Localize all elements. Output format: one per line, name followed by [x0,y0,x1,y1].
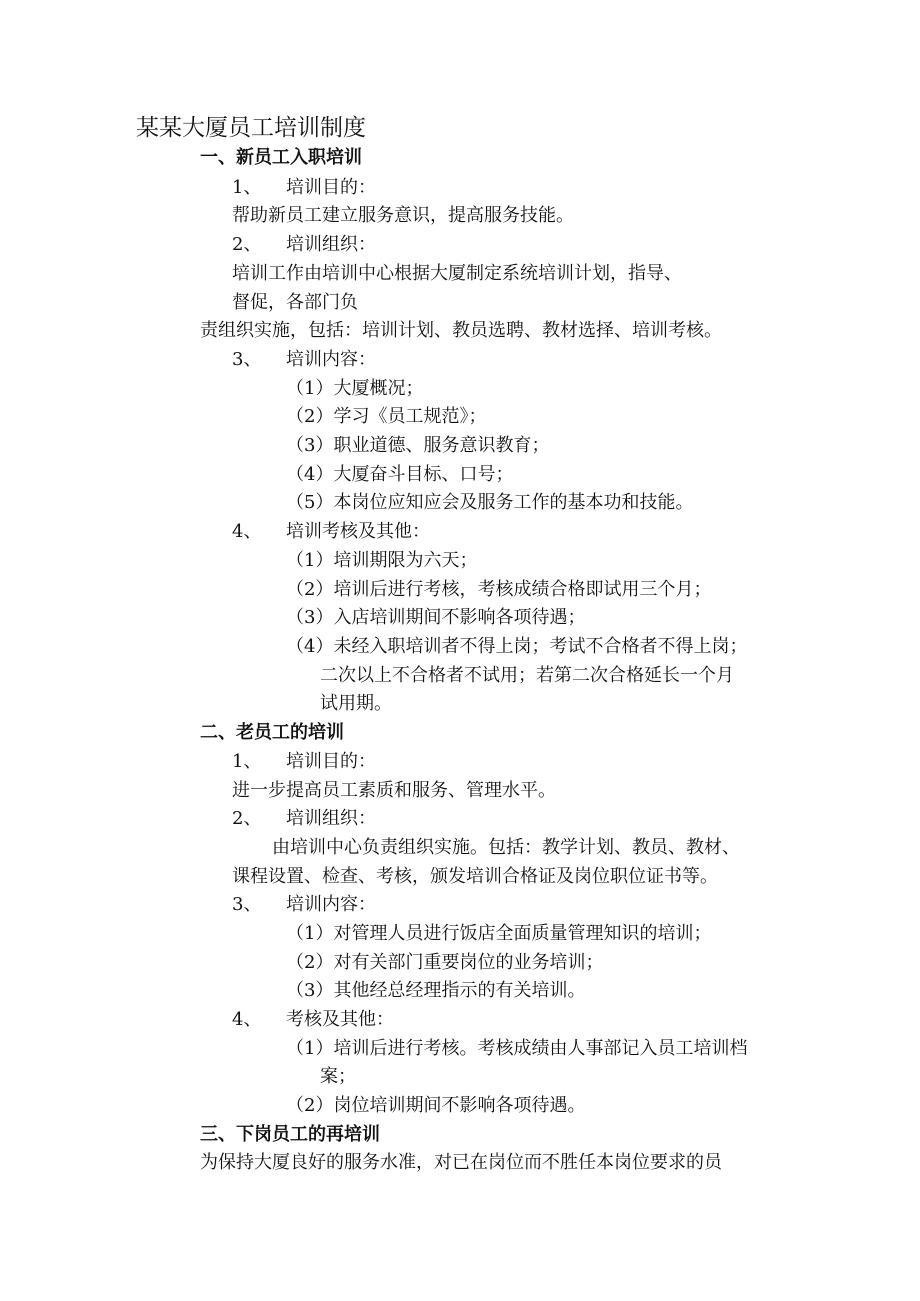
list-item: （1）对管理人员进行饭店全面质量管理知识的培训； [286,923,712,944]
section-body: 为保持大厦良好的服务水准，对已在岗位而不胜任本岗位要求的员 [200,1152,722,1173]
list-item: （5）本岗位应知应会及服务工作的基本功和技能。 [286,492,694,513]
list-item: （2）培训后进行考核，考核成绩合格即试用三个月； [286,579,712,600]
item-heading [232,234,376,256]
list-item-continuation: 案； [320,1066,356,1087]
item-number: 3、 [232,894,262,915]
item-heading [232,808,376,830]
section-heading: 二、老员工的培训 [200,722,344,743]
list-item: （3）其他经总经理指示的有关培训。 [286,980,586,1001]
item-heading [232,349,376,371]
list-item: （3）职业道德、服务意识教育； [286,435,550,456]
list-item: （3）入店培训期间不影响各项待遇； [286,607,586,628]
item-label: 培训目的： [286,177,376,198]
list-item: （1）培训期限为六天； [286,550,478,571]
item-label: 培训考核及其他： [286,521,430,542]
list-item-continuation: 二次以上不合格者不试用；若第二次合格延长一个月 [320,665,734,686]
item-number: 4、 [232,521,262,542]
item-number: 3、 [232,349,262,370]
section-heading: 三、下岗员工的再培训 [200,1124,380,1145]
list-item: （4）未经入职培训者不得上岗；考试不合格者不得上岗； [286,636,748,657]
item-heading [232,894,376,916]
item-heading [232,751,376,773]
list-item-continuation: 试用期。 [320,693,392,714]
item-body: 进一步提高员工素质和服务、管理水平。 [232,780,556,801]
list-item: （4）大厦奋斗目标、口号； [286,464,514,485]
item-body: 课程设置、检查、考核，颁发培训合格证及岗位职位证书等。 [232,866,718,887]
item-label: 培训内容： [286,894,376,915]
item-label: 考核及其他： [286,1009,394,1030]
list-item: （1）培训后进行考核。考核成绩由人事部记入员工培训档 [286,1038,748,1059]
item-body: 督促，各部门负 [232,292,358,313]
document-title: 某某大厦员工培训制度 [136,115,366,141]
list-item: （1）大厦概况； [286,378,424,399]
list-item: （2）学习《员工规范》； [286,406,487,427]
list-item: （2）对有关部门重要岗位的业务培训； [286,952,604,973]
item-number: 1、 [232,177,262,198]
item-body: 由培训中心负责组织实施。包括：教学计划、教员、教材、 [272,837,740,858]
item-label: 培训组织： [286,808,376,829]
item-body: 培训工作由培训中心根据大厦制定系统培训计划，指导、 [232,263,682,284]
item-body: 责组织实施，包括：培训计划、教员选聘、教材选择、培训考核。 [200,320,722,341]
item-number: 4、 [232,1009,262,1030]
item-heading [232,177,376,199]
item-label: 培训目的： [286,751,376,772]
item-heading [232,1009,394,1031]
item-label: 培训内容： [286,349,376,370]
section-heading: 一、新员工入职培训 [200,147,362,168]
item-number: 2、 [232,234,262,255]
item-number: 2、 [232,808,262,829]
item-heading [232,521,430,543]
item-label: 培训组织： [286,234,376,255]
item-body: 帮助新员工建立服务意识，提高服务技能。 [232,205,574,226]
list-item: （2）岗位培训期间不影响各项待遇。 [286,1095,586,1116]
item-number: 1、 [232,751,262,772]
